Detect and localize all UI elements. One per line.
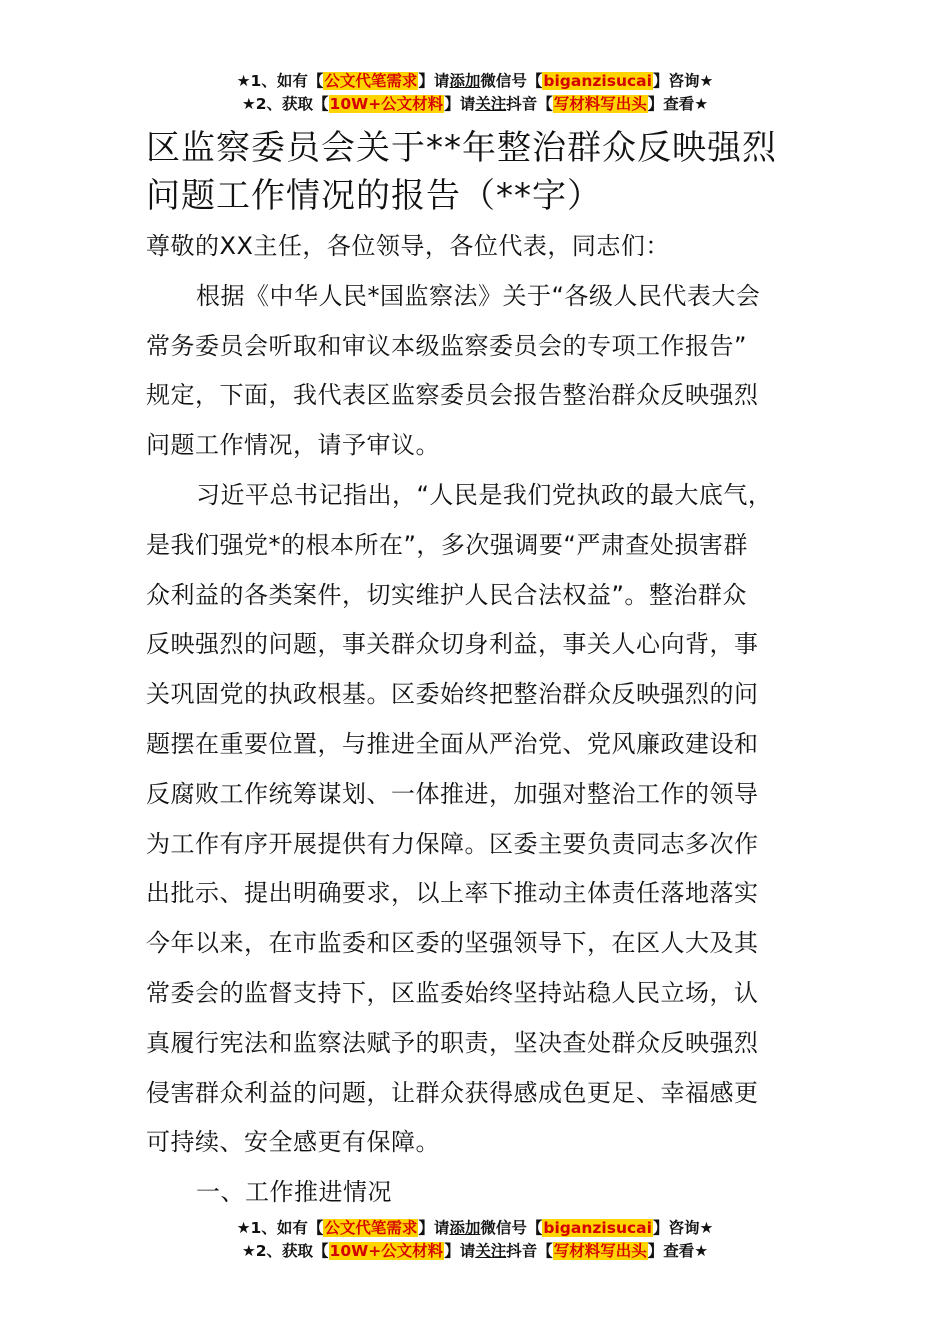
promo-underline-text: 添加 — [449, 1219, 481, 1237]
paragraph-line: 出批示、提出明确要求，以上率下推动主体责任落地落实 — [146, 879, 759, 908]
promo-highlight: 10W+公文材料 — [329, 1242, 444, 1260]
promo-text: ★1、如有【 — [236, 1219, 324, 1237]
promo-wechat-id: biganzisucai — [543, 72, 652, 90]
promo-douyin-id: 写材料写出头 — [553, 95, 647, 113]
section-heading: 一、工作推进情况 — [196, 1178, 392, 1207]
document-body — [146, 222, 846, 1218]
promo-highlight: 10W+公文材料 — [329, 95, 444, 113]
paragraph-line: 关巩固党的执政根基。区委始终把整治群众反映强烈的问 — [146, 680, 759, 709]
paragraph-line: 可持续、安全感更有保障。 — [146, 1128, 440, 1157]
promo-wechat-id: biganzisucai — [543, 1219, 652, 1237]
paragraph-1 — [146, 272, 846, 471]
promo-text: 微信号【 — [480, 1219, 543, 1237]
document-title — [146, 124, 846, 220]
salutation: 尊敬的XX主任，各位领导，各位代表，同志们： — [146, 232, 670, 260]
paragraph-line: 习近平总书记指出，“人民是我们党执政的最大底气， — [196, 480, 773, 509]
title-line-2: 问题工作情况的报告（**字） — [146, 176, 602, 216]
paragraph-line: 真履行宪法和监察法赋予的职责，坚决查处群众反映强烈 — [146, 1028, 759, 1057]
promo-line-1 — [0, 70, 950, 93]
promo-text: 】请 — [444, 95, 476, 113]
promo-line-2 — [0, 1240, 950, 1263]
promo-underline-text: 关注 — [475, 1242, 507, 1260]
paragraph-line: 为工作有序开展提供有力保障。区委主要负责同志多次作 — [146, 829, 759, 858]
promo-underline-text: 添加 — [449, 72, 481, 90]
promo-douyin-id: 写材料写出头 — [553, 1242, 647, 1260]
promo-text: 】查看★ — [647, 95, 709, 113]
title-line-1: 区监察委员会关于**年整治群众反映强烈 — [146, 128, 777, 168]
promo-text: 】请 — [444, 1242, 476, 1260]
promo-text: ★1、如有【 — [236, 72, 324, 90]
promo-text: 】咨询★ — [652, 72, 714, 90]
paragraph-line: 规定，下面，我代表区监察委员会报告整治群众反映强烈 — [146, 381, 759, 410]
paragraph-line: 题摆在重要位置，与推进全面从严治党、党风廉政建设和 — [146, 729, 759, 758]
promo-text: ★2、获取【 — [241, 95, 329, 113]
promo-highlight: 公文代笔需求 — [324, 72, 418, 90]
paragraph-line: 根据《中华人民*国监察法》关于“各级人民代表大会 — [196, 281, 761, 310]
promo-text: 抖音【 — [506, 95, 553, 113]
promo-line-1 — [0, 1217, 950, 1240]
promo-text: 】请 — [418, 1219, 450, 1237]
paragraph-line: 是我们强党*的根本所在”，多次强调要“严肃查处损害群 — [146, 530, 748, 559]
promo-line-2 — [0, 93, 950, 116]
promo-text: 】咨询★ — [652, 1219, 714, 1237]
paragraph-line: 反映强烈的问题，事关群众切身利益，事关人心向背，事 — [146, 630, 759, 659]
promo-text: 微信号【 — [480, 72, 543, 90]
paragraph-line: 常务委员会听取和审议本级监察委员会的专项工作报告” — [146, 331, 747, 360]
paragraph-line: 众利益的各类案件，切实维护人民合法权益”。整治群众 — [146, 580, 747, 609]
paragraph-line: 问题工作情况，请予审议。 — [146, 431, 440, 460]
paragraph-line: 今年以来，在市监委和区委的坚强领导下，在区人大及其 — [146, 929, 759, 958]
paragraph-line: 常委会的监督支持下，区监委始终坚持站稳人民立场，认 — [146, 978, 759, 1007]
promo-text: ★2、获取【 — [241, 1242, 329, 1260]
paragraph-line: 反腐败工作统筹谋划、一体推进，加强对整治工作的领导 — [146, 779, 759, 808]
promo-text: 】查看★ — [647, 1242, 709, 1260]
promo-text: 抖音【 — [506, 1242, 553, 1260]
paragraph-line: 侵害群众利益的问题，让群众获得感成色更足、幸福感更 — [146, 1078, 759, 1107]
promo-text: 】请 — [418, 72, 450, 90]
paragraph-2 — [146, 471, 846, 1168]
top-promo-banner — [0, 70, 950, 116]
bottom-promo-banner — [0, 1217, 950, 1263]
promo-highlight: 公文代笔需求 — [324, 1219, 418, 1237]
promo-underline-text: 关注 — [475, 95, 507, 113]
